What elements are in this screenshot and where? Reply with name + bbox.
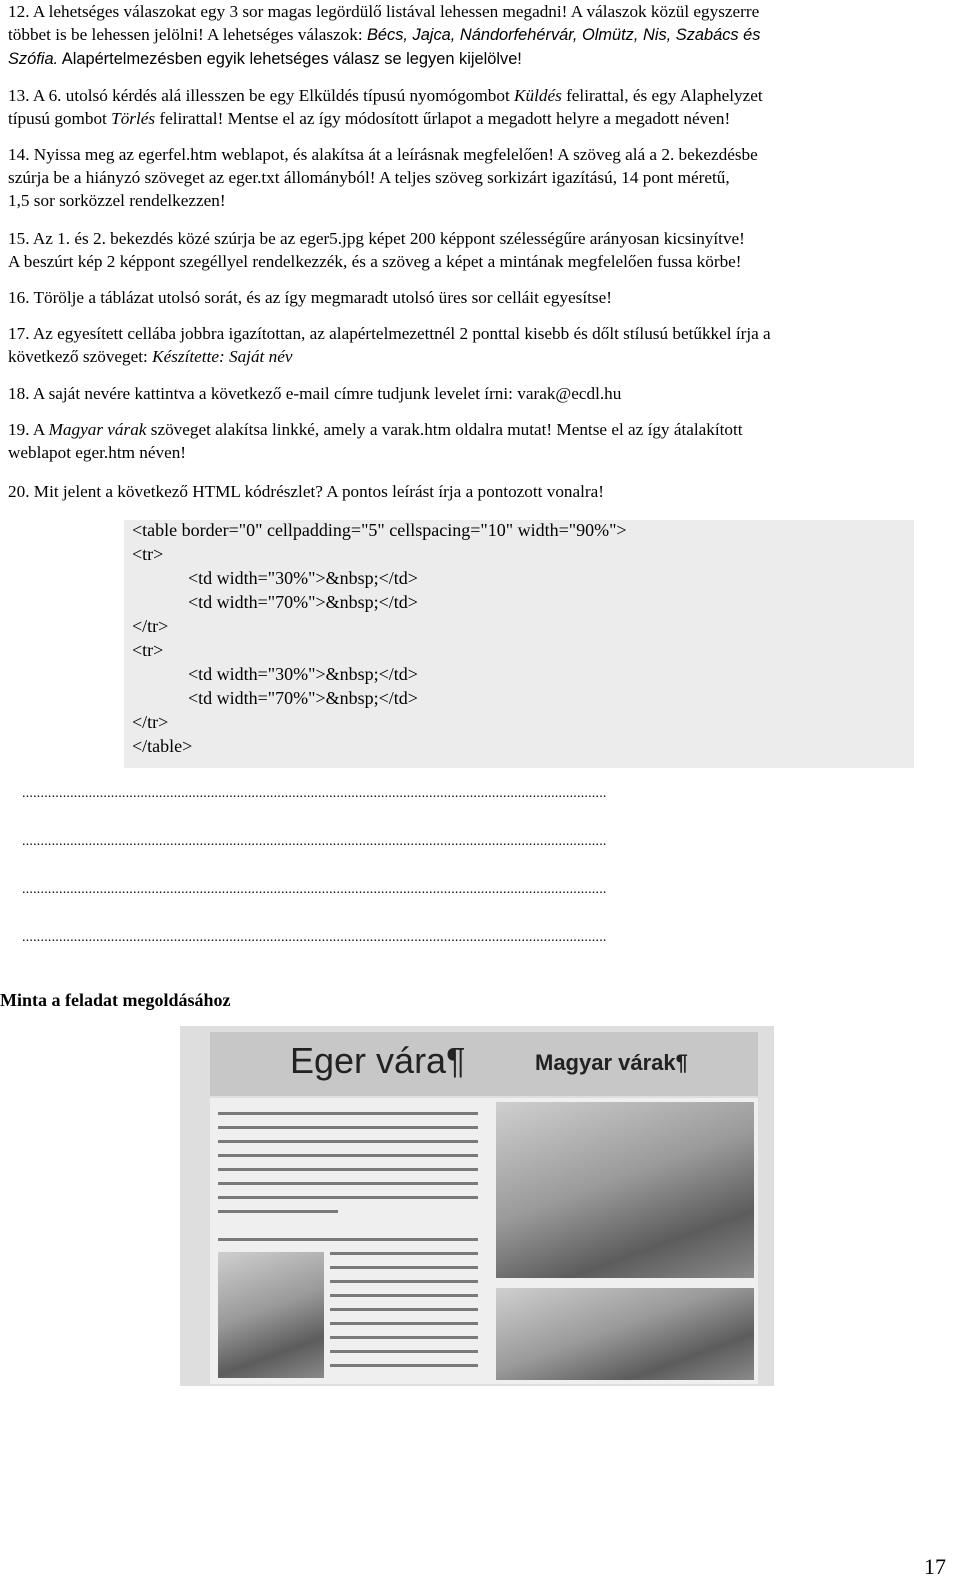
sample-text-line: [330, 1336, 478, 1339]
castle-photo-small: [218, 1252, 324, 1378]
code-line: <td width="70%">&nbsp;</td>: [188, 592, 418, 612]
answer-line: ..............................................................................................................................................................: [22, 882, 607, 897]
code-line: </table>: [132, 736, 193, 756]
task-19: [8, 418, 956, 464]
task-19-text-2: szöveget alakítsa linkké, amely a varak.htm oldalra mutat! Mentse el az így átalakított: [146, 420, 743, 439]
sample-title: Eger vára¶: [290, 1040, 466, 1081]
task-13-line-1: [8, 84, 956, 107]
sample-text-line: [218, 1238, 478, 1241]
sample-text-line: [218, 1182, 478, 1185]
sample-text-line: [330, 1308, 478, 1311]
task-18: [8, 382, 956, 405]
sample-heading: Minta a feladat megoldásához: [0, 990, 231, 1010]
sample-text-line: [218, 1112, 478, 1115]
task-16: [8, 286, 956, 309]
sample-webpage-image: [180, 1026, 774, 1386]
html-code-snippet: [124, 520, 914, 768]
castle-photo-large: [496, 1102, 754, 1278]
task-15-line-2: A beszúrt kép 2 képpont szegéllyel rendelkezzék, és a szöveg a képet a mintának megfelelően fussa körbe!: [8, 252, 742, 271]
button-label-kuldes: Küldés: [514, 86, 562, 105]
code-line: <td width="30%">&nbsp;</td>: [188, 568, 418, 588]
sample-text-line: [218, 1126, 478, 1129]
answer-line: ..............................................................................................................................................................: [22, 930, 607, 945]
task-13-text-2: felirattal, és egy Alaphelyzet: [561, 86, 763, 105]
task-14: [8, 143, 956, 212]
task-17-line-1: 17. Az egyesített cellába jobbra igazítottan, az alapértelmezettnél 2 ponttal kisebb és dőlt stílusú betűkkel írja a: [8, 324, 771, 343]
task-17-signature-text: Készítette: Saját név: [152, 347, 293, 366]
task-18-line-1: 18. A saját nevére kattintva a következő e-mail címre tudjunk levelet írni: varak@ecdl.hu: [8, 384, 622, 403]
task-16-line-1: 16. Törölje a táblázat utolsó sorát, és az így megmaradt utolsó üres sor celláit egyesítse!: [8, 288, 612, 307]
sample-text-line: [218, 1168, 478, 1171]
task-12-line-2: [8, 23, 956, 47]
task-14-line-1: 14. Nyissa meg az egerfel.htm weblapot, és alakítsa át a leírásnak megfelelően! A szöveg alá a 2. bekezdésbe: [8, 145, 758, 164]
task-13: [8, 84, 956, 130]
task-19-text: 19. A: [8, 420, 49, 439]
task-20-line-1: 20. Mit jelent a következő HTML kódrészlet? A pontos leírást írja a pontozott vonalra!: [8, 482, 604, 501]
task-13-text: 13. A 6. utolsó kérdés alá illesszen be egy Elküldés típusú nyomógombot: [8, 86, 515, 105]
code-line: </tr>: [132, 616, 169, 636]
sample-header: [210, 1032, 758, 1096]
task-14-line-3: 1,5 sor sorközzel rendelkezzen!: [8, 191, 226, 210]
task-12-answers-end: Szófia.: [8, 50, 59, 68]
task-12: [8, 0, 956, 71]
task-12-text-end: Alapértelmezésben egyik lehetséges válasz se legyen kijelölve!: [58, 50, 522, 68]
sample-text-line: [330, 1280, 478, 1283]
code-line: <tr>: [132, 640, 164, 660]
task-12-line-3: [8, 47, 956, 71]
code-line: <table border="0" cellpadding="5" cellspacing="10" width="90%">: [132, 520, 627, 540]
sample-text-line: [218, 1154, 478, 1157]
task-17-line-2: [8, 345, 956, 368]
sample-body: [210, 1098, 758, 1384]
task-12-answers: Bécs, Jajca, Nándorfehérvár, Olmütz, Nis, Szabács és: [366, 26, 761, 44]
button-label-torles: Törlés: [111, 109, 156, 128]
sample-text-line: [330, 1252, 478, 1255]
answer-line: ..............................................................................................................................................................: [22, 786, 607, 801]
task-20: [8, 480, 956, 503]
task-15-line-1: 15. Az 1. és 2. bekezdés közé szúrja be az eger5.jpg képet 200 képpont szélességűre arányosan kicsinyítve!: [8, 229, 745, 248]
task-12-text: többet is be lehessen jelölni! A lehetséges válaszok:: [8, 25, 367, 44]
code-line: <td width="30%">&nbsp;</td>: [188, 664, 418, 684]
task-12-line-1: 12. A lehetséges válaszokat egy 3 sor magas legördülő listával lehessen megadni! A válaszok közül egyszerre: [8, 2, 760, 21]
task-14-line-2: szúrja be a hiányzó szöveget az eger.txt állományból! A teljes szöveg sorkizárt igazítású, 14 pont méretű,: [8, 168, 730, 187]
task-13-text-3: típusú gombot: [8, 109, 112, 128]
task-17: [8, 322, 956, 368]
task-19-line-2: weblapot eger.htm néven!: [8, 443, 187, 462]
castle-photo-bottom: [496, 1288, 754, 1380]
task-15: [8, 227, 956, 273]
code-line: </tr>: [132, 712, 169, 732]
task-13-line-2: [8, 107, 956, 130]
code-line: <tr>: [132, 544, 164, 564]
code-line: <td width="70%">&nbsp;</td>: [188, 688, 418, 708]
sample-text-line: [218, 1196, 478, 1199]
answer-line: ..............................................................................................................................................................: [22, 834, 607, 849]
task-19-line-1: [8, 418, 956, 441]
task-19-link-text: Magyar várak: [48, 420, 147, 439]
sample-text-line: [330, 1294, 478, 1297]
sample-text-line: [330, 1364, 478, 1367]
task-13-text-4: felirattal! Mentse el az így módosított űrlapot a megadott helyre a megadott néven!: [155, 109, 731, 128]
sample-text-line: [330, 1266, 478, 1269]
sample-text-line: [218, 1210, 338, 1213]
sample-link-text: Magyar várak¶: [535, 1050, 688, 1075]
sample-text-line: [218, 1140, 478, 1143]
sample-text-line: [330, 1350, 478, 1353]
sample-text-line: [330, 1322, 478, 1325]
task-17-text: következő szöveget:: [8, 347, 153, 366]
page-number: 17: [924, 1554, 946, 1579]
